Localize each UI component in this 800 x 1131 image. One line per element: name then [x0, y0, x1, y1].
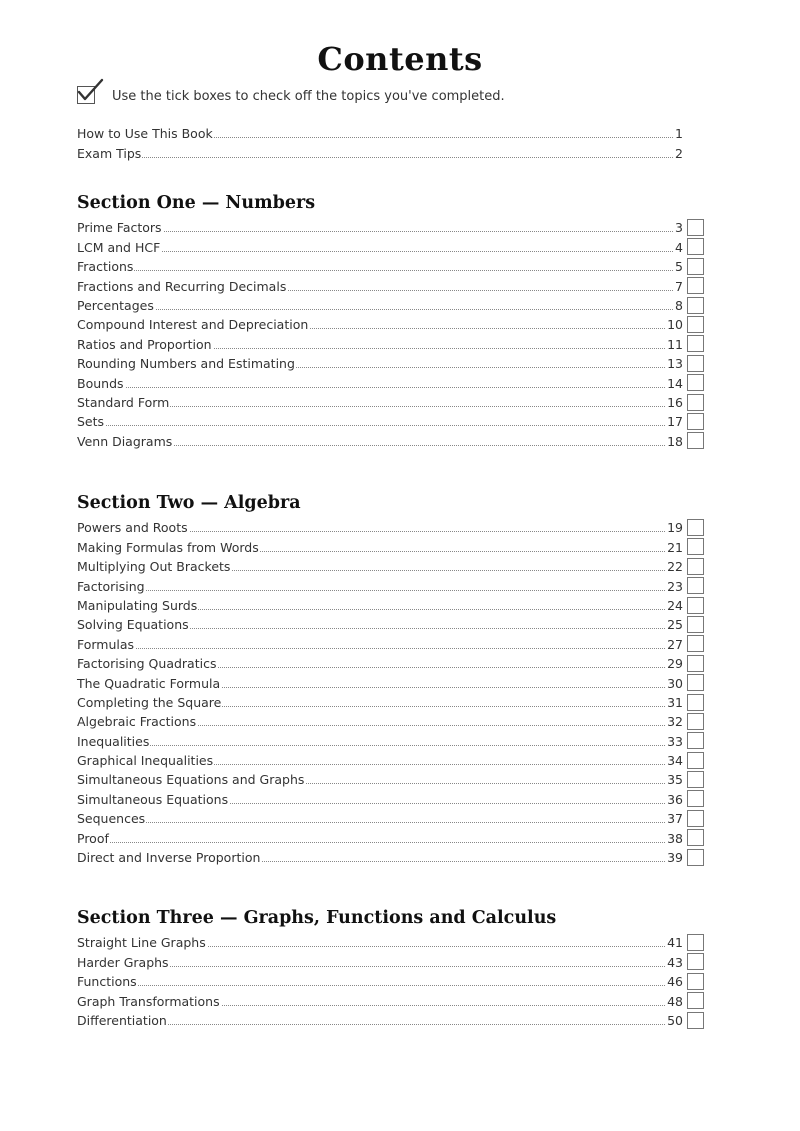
toc-entry[interactable]: [77, 373, 683, 392]
topic-checkbox[interactable]: [687, 258, 704, 275]
entry-page: 10: [667, 317, 683, 333]
tick-icon: [76, 78, 106, 108]
entry-page: 33: [667, 733, 683, 749]
entry-page: 24: [667, 597, 683, 613]
entry-label: Powers and Roots: [77, 520, 188, 536]
section-algebra: [77, 488, 707, 867]
entry-page: 23: [667, 578, 683, 594]
dot-leader: [77, 648, 683, 649]
toc-entry[interactable]: [77, 537, 683, 556]
topic-checkbox[interactable]: [687, 973, 704, 990]
dot-leader: [77, 985, 683, 986]
dot-leader: [77, 157, 683, 158]
topic-checkbox[interactable]: [687, 355, 704, 372]
toc-entry[interactable]: [77, 143, 683, 163]
toc-entry[interactable]: [77, 952, 683, 971]
topic-checkbox[interactable]: [687, 519, 704, 536]
dot-leader: [77, 822, 683, 823]
entry-page: 14: [667, 375, 683, 391]
entry-label: Multiplying Out Brackets: [77, 559, 231, 575]
dot-leader: [77, 270, 683, 271]
toc-entry[interactable]: [77, 828, 683, 847]
toc-entry[interactable]: [77, 991, 683, 1010]
toc-entry[interactable]: [77, 933, 683, 952]
entry-label: The Quadratic Formula: [77, 675, 221, 691]
entry-page: 2: [675, 146, 683, 161]
entry-page: 4: [675, 239, 683, 255]
toc-entry[interactable]: [77, 218, 683, 237]
toc-entry[interactable]: [77, 634, 683, 653]
entry-label: Manipulating Surds: [77, 597, 198, 613]
toc-entry[interactable]: [77, 354, 683, 373]
section-graphs-functions-calculus: [77, 903, 707, 1030]
entry-label: Differentiation: [77, 1012, 167, 1028]
entry-label: Graph Transformations: [77, 993, 220, 1009]
topic-checkbox[interactable]: [687, 732, 704, 749]
entry-page: 5: [675, 259, 683, 275]
topic-checkbox[interactable]: [687, 694, 704, 711]
entry-page: 36: [667, 791, 683, 807]
topic-checkbox[interactable]: [687, 432, 704, 449]
topic-checkbox[interactable]: [687, 597, 704, 614]
entry-page: 21: [667, 539, 683, 555]
entry-page: 41: [667, 935, 683, 951]
topic-checkbox[interactable]: [687, 238, 704, 255]
entry-label: Direct and Inverse Proportion: [77, 850, 261, 866]
toc-entry[interactable]: [77, 712, 683, 731]
entry-label: Factorising Quadratics: [77, 656, 217, 672]
entry-label: Fractions and Recurring Decimals: [77, 278, 287, 294]
topic-checkbox[interactable]: [687, 810, 704, 827]
entry-label: Factorising: [77, 578, 145, 594]
entry-page: 31: [667, 694, 683, 710]
toc-entry[interactable]: [77, 557, 683, 576]
entry-page: 22: [667, 559, 683, 575]
entry-page: 39: [667, 850, 683, 866]
toc-entry[interactable]: [77, 237, 683, 256]
entry-label: Prime Factors: [77, 220, 162, 236]
dot-leader: [77, 842, 683, 843]
intro-list: [77, 123, 683, 163]
topic-checkbox[interactable]: [687, 934, 704, 951]
tick-instruction: [77, 84, 697, 110]
entry-page: 30: [667, 675, 683, 691]
section-title: Section Three — Graphs, Functions and Calculus: [77, 908, 557, 928]
entry-page: 46: [667, 974, 683, 990]
section-entries: [77, 518, 707, 867]
entry-page: 13: [667, 356, 683, 372]
topic-checkbox[interactable]: [687, 577, 704, 594]
entry-label: Harder Graphs: [77, 954, 169, 970]
entry-page: 35: [667, 772, 683, 788]
toc-entry[interactable]: [77, 315, 683, 334]
entry-label: Sets: [77, 414, 105, 430]
section-numbers: [77, 188, 707, 451]
entry-page: 32: [667, 714, 683, 730]
toc-entry[interactable]: [77, 809, 683, 828]
topic-checkbox[interactable]: [687, 713, 704, 730]
dot-leader: [77, 745, 683, 746]
topic-checkbox[interactable]: [687, 538, 704, 555]
toc-entry[interactable]: [77, 518, 683, 537]
topic-checkbox[interactable]: [687, 297, 704, 314]
toc-entry[interactable]: [77, 431, 683, 450]
topic-checkbox[interactable]: [687, 558, 704, 575]
entry-label: Standard Form: [77, 394, 170, 410]
entry-page: 34: [667, 753, 683, 769]
dot-leader: [77, 590, 683, 591]
topic-checkbox[interactable]: [687, 849, 704, 866]
toc-entry[interactable]: [77, 596, 683, 615]
dot-leader: [77, 425, 683, 426]
toc-entry[interactable]: [77, 1011, 683, 1030]
topic-checkbox[interactable]: [687, 316, 704, 333]
topic-checkbox[interactable]: [687, 829, 704, 846]
entry-label: Making Formulas from Words: [77, 539, 259, 555]
toc-entry[interactable]: [77, 334, 683, 353]
entry-page: 8: [675, 297, 683, 313]
section-entries: [77, 933, 707, 1030]
entry-label: Rounding Numbers and Estimating: [77, 356, 295, 372]
topic-checkbox[interactable]: [687, 752, 704, 769]
entry-page: 19: [667, 520, 683, 536]
toc-entry[interactable]: [77, 576, 683, 595]
entry-page: 48: [667, 993, 683, 1009]
topic-checkbox[interactable]: [687, 277, 704, 294]
entry-label: Inequalities: [77, 733, 150, 749]
entry-label: How to Use This Book: [77, 126, 213, 141]
entry-label: Algebraic Fractions: [77, 714, 197, 730]
instruction-text: Use the tick boxes to check off the topics you've completed.: [112, 89, 505, 104]
toc-entry[interactable]: [77, 257, 683, 276]
topic-checkbox[interactable]: [687, 616, 704, 633]
entry-label: LCM and HCF: [77, 239, 161, 255]
topic-checkbox[interactable]: [687, 953, 704, 970]
entry-page: 3: [675, 220, 683, 236]
entry-page: 37: [667, 811, 683, 827]
entry-page: 43: [667, 954, 683, 970]
toc-entry[interactable]: [77, 693, 683, 712]
entry-label: Functions: [77, 974, 137, 990]
entry-label: Bounds: [77, 375, 124, 391]
entry-label: Completing the Square: [77, 694, 222, 710]
page-title: Contents: [317, 40, 483, 78]
entry-label: Ratios and Proportion: [77, 336, 212, 352]
topic-checkbox[interactable]: [687, 394, 704, 411]
toc-entry[interactable]: [77, 972, 683, 991]
toc-entry[interactable]: [77, 276, 683, 295]
toc-entry[interactable]: [77, 123, 683, 143]
topic-checkbox[interactable]: [687, 790, 704, 807]
toc-entry[interactable]: [77, 731, 683, 750]
entry-label: Sequences: [77, 811, 146, 827]
entry-page: 1: [675, 126, 683, 141]
entry-label: Compound Interest and Depreciation: [77, 317, 309, 333]
toc-entry[interactable]: [77, 770, 683, 789]
dot-leader: [77, 309, 683, 310]
entry-page: 50: [667, 1012, 683, 1028]
entry-label: Simultaneous Equations: [77, 791, 229, 807]
entry-label: Graphical Inequalities: [77, 753, 214, 769]
entry-label: Formulas: [77, 636, 135, 652]
toc-entry[interactable]: [77, 393, 683, 412]
entry-page: 38: [667, 830, 683, 846]
topic-checkbox[interactable]: [687, 219, 704, 236]
entry-page: 16: [667, 394, 683, 410]
entry-label: Simultaneous Equations and Graphs: [77, 772, 305, 788]
topic-checkbox[interactable]: [687, 992, 704, 1009]
entry-page: 18: [667, 433, 683, 449]
dot-leader: [77, 251, 683, 252]
topic-checkbox[interactable]: [687, 413, 704, 430]
entry-page: 27: [667, 636, 683, 652]
toc-entry[interactable]: [77, 412, 683, 431]
toc-entry[interactable]: [77, 673, 683, 692]
dot-leader: [77, 1024, 683, 1025]
topic-checkbox[interactable]: [687, 1012, 704, 1029]
toc-entry[interactable]: [77, 615, 683, 634]
entry-label: Proof: [77, 830, 109, 846]
dot-leader: [77, 231, 683, 232]
toc-entry[interactable]: [77, 848, 683, 867]
toc-entry[interactable]: [77, 751, 683, 770]
entry-page: 29: [667, 656, 683, 672]
dot-leader: [77, 387, 683, 388]
section-title: Section One — Numbers: [77, 193, 316, 213]
topic-checkbox[interactable]: [687, 655, 704, 672]
topic-checkbox[interactable]: [687, 374, 704, 391]
entry-page: 25: [667, 617, 683, 633]
topic-checkbox[interactable]: [687, 635, 704, 652]
entry-label: Solving Equations: [77, 617, 189, 633]
entry-page: 11: [667, 336, 683, 352]
entry-page: 17: [667, 414, 683, 430]
entry-label: Venn Diagrams: [77, 433, 173, 449]
section-entries: [77, 218, 707, 451]
entry-page: 7: [675, 278, 683, 294]
topic-checkbox[interactable]: [687, 674, 704, 691]
topic-checkbox[interactable]: [687, 771, 704, 788]
entry-label: Exam Tips: [77, 146, 142, 161]
entry-label: Fractions: [77, 259, 134, 275]
toc-entry[interactable]: [77, 654, 683, 673]
toc-entry[interactable]: [77, 789, 683, 808]
entry-label: Straight Line Graphs: [77, 935, 206, 951]
topic-checkbox[interactable]: [687, 335, 704, 352]
entry-label: Percentages: [77, 297, 154, 313]
section-title: Section Two — Algebra: [77, 493, 301, 513]
toc-entry[interactable]: [77, 296, 683, 315]
